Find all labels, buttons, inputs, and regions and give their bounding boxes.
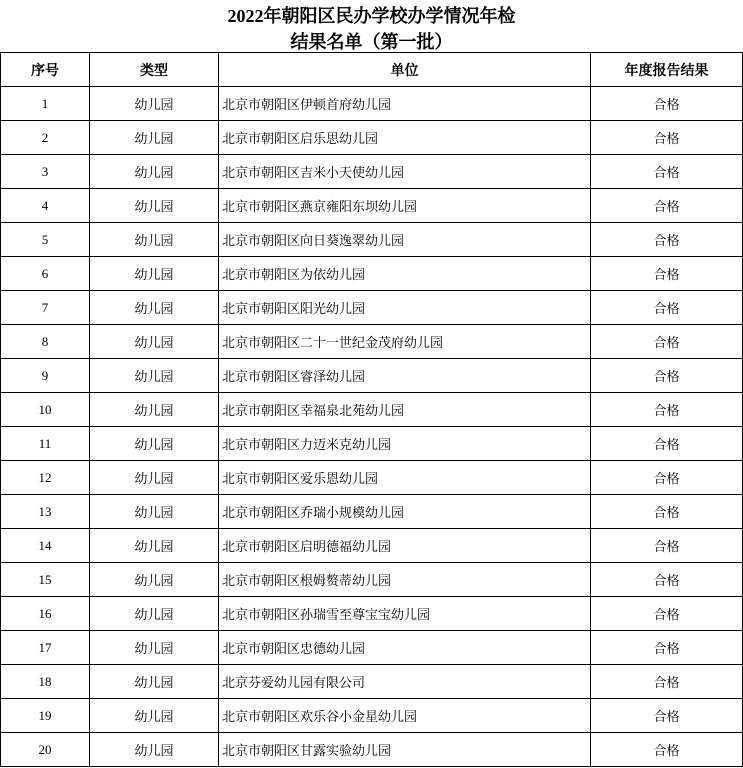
type-cell: 幼儿园 <box>90 155 219 189</box>
type-cell: 幼儿园 <box>90 427 219 461</box>
index-cell: 1 <box>1 87 90 121</box>
result-cell: 合格 <box>591 359 743 393</box>
unit-cell: 北京市朝阳区启乐思幼儿园 <box>219 121 591 155</box>
unit-cell: 北京市朝阳区欢乐谷小金星幼儿园 <box>219 699 591 733</box>
table-row <box>1 461 743 495</box>
table-row <box>1 597 743 631</box>
index-cell: 15 <box>1 563 90 597</box>
result-cell: 合格 <box>591 325 743 359</box>
index-cell: 2 <box>1 121 90 155</box>
header-result: 年度报告结果 <box>591 53 743 87</box>
type-cell: 幼儿园 <box>90 529 219 563</box>
header-index: 序号 <box>1 53 90 87</box>
index-cell: 7 <box>1 291 90 325</box>
index-cell: 11 <box>1 427 90 461</box>
type-cell: 幼儿园 <box>90 393 219 427</box>
unit-cell: 北京市朝阳区燕京雍阳东坝幼儿园 <box>219 189 591 223</box>
table-row <box>1 291 743 325</box>
unit-cell: 北京市朝阳区为依幼儿园 <box>219 257 591 291</box>
unit-cell: 北京市朝阳区乔瑞小规模幼儿园 <box>219 495 591 529</box>
table-row <box>1 393 743 427</box>
type-cell: 幼儿园 <box>90 291 219 325</box>
type-cell: 幼儿园 <box>90 223 219 257</box>
table-row <box>1 665 743 699</box>
result-cell: 合格 <box>591 563 743 597</box>
type-cell: 幼儿园 <box>90 257 219 291</box>
type-cell: 幼儿园 <box>90 189 219 223</box>
result-cell: 合格 <box>591 87 743 121</box>
table-row <box>1 155 743 189</box>
unit-cell: 北京市朝阳区睿泽幼儿园 <box>219 359 591 393</box>
unit-cell: 北京市朝阳区爱乐恩幼儿园 <box>219 461 591 495</box>
index-cell: 12 <box>1 461 90 495</box>
index-cell: 8 <box>1 325 90 359</box>
header-unit: 单位 <box>219 53 591 87</box>
header-row <box>1 53 743 87</box>
unit-cell: 北京市朝阳区向日葵逸翠幼儿园 <box>219 223 591 257</box>
index-cell: 20 <box>1 733 90 767</box>
result-cell: 合格 <box>591 665 743 699</box>
type-cell: 幼儿园 <box>90 665 219 699</box>
type-cell: 幼儿园 <box>90 597 219 631</box>
unit-cell: 北京市朝阳区根姆赘蒂幼儿园 <box>219 563 591 597</box>
title-line-1: 2022年朝阳区民办学校办学情况年检 <box>227 6 516 26</box>
unit-cell: 北京市朝阳区阳光幼儿园 <box>219 291 591 325</box>
table-row <box>1 529 743 563</box>
type-cell: 幼儿园 <box>90 495 219 529</box>
index-cell: 13 <box>1 495 90 529</box>
result-cell: 合格 <box>591 631 743 665</box>
table-row <box>1 733 743 767</box>
type-cell: 幼儿园 <box>90 563 219 597</box>
result-cell: 合格 <box>591 427 743 461</box>
unit-cell: 北京市朝阳区伊顿首府幼儿园 <box>219 87 591 121</box>
type-cell: 幼儿园 <box>90 121 219 155</box>
result-cell: 合格 <box>591 223 743 257</box>
table-row <box>1 427 743 461</box>
result-cell: 合格 <box>591 495 743 529</box>
type-cell: 幼儿园 <box>90 699 219 733</box>
type-cell: 幼儿园 <box>90 631 219 665</box>
table-row <box>1 325 743 359</box>
unit-cell: 北京市朝阳区启明德福幼儿园 <box>219 529 591 563</box>
result-cell: 合格 <box>591 257 743 291</box>
type-cell: 幼儿园 <box>90 733 219 767</box>
table-row <box>1 121 743 155</box>
table-row <box>1 189 743 223</box>
unit-cell: 北京市朝阳区幸福泉北苑幼儿园 <box>219 393 591 427</box>
result-cell: 合格 <box>591 291 743 325</box>
results-table <box>0 52 743 767</box>
unit-cell: 北京市朝阳区忠德幼儿园 <box>219 631 591 665</box>
unit-cell: 北京市朝阳区二十一世纪金茂府幼儿园 <box>219 325 591 359</box>
index-cell: 9 <box>1 359 90 393</box>
result-cell: 合格 <box>591 461 743 495</box>
unit-cell: 北京市朝阳区孙瑞雪至尊宝宝幼儿园 <box>219 597 591 631</box>
type-cell: 幼儿园 <box>90 461 219 495</box>
index-cell: 18 <box>1 665 90 699</box>
type-cell: 幼儿园 <box>90 359 219 393</box>
unit-cell: 北京市朝阳区力迈米克幼儿园 <box>219 427 591 461</box>
index-cell: 4 <box>1 189 90 223</box>
index-cell: 3 <box>1 155 90 189</box>
index-cell: 14 <box>1 529 90 563</box>
index-cell: 5 <box>1 223 90 257</box>
result-cell: 合格 <box>591 121 743 155</box>
index-cell: 10 <box>1 393 90 427</box>
header-type: 类型 <box>90 53 219 87</box>
result-cell: 合格 <box>591 189 743 223</box>
title-line-2: 结果名单（第一批） <box>290 32 453 52</box>
table-row <box>1 631 743 665</box>
result-cell: 合格 <box>591 699 743 733</box>
index-cell: 17 <box>1 631 90 665</box>
table-row <box>1 495 743 529</box>
type-cell: 幼儿园 <box>90 87 219 121</box>
result-cell: 合格 <box>591 393 743 427</box>
table-row <box>1 563 743 597</box>
table-row <box>1 359 743 393</box>
unit-cell: 北京市朝阳区吉米小天使幼儿园 <box>219 155 591 189</box>
unit-cell: 北京市朝阳区甘露实验幼儿园 <box>219 733 591 767</box>
index-cell: 6 <box>1 257 90 291</box>
result-cell: 合格 <box>591 733 743 767</box>
index-cell: 16 <box>1 597 90 631</box>
type-cell: 幼儿园 <box>90 325 219 359</box>
table-row <box>1 87 743 121</box>
result-cell: 合格 <box>591 529 743 563</box>
result-cell: 合格 <box>591 155 743 189</box>
unit-cell: 北京芬爱幼儿园有限公司 <box>219 665 591 699</box>
table-row <box>1 223 743 257</box>
table-row <box>1 699 743 733</box>
index-cell: 19 <box>1 699 90 733</box>
result-cell: 合格 <box>591 597 743 631</box>
table-row <box>1 257 743 291</box>
